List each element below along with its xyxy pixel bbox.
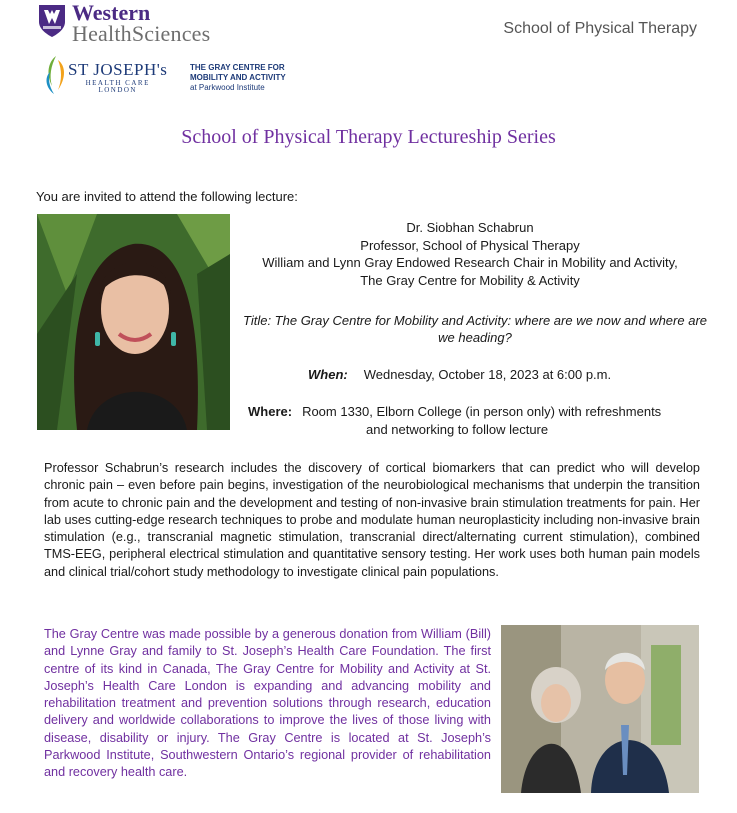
gray-centre-logo-text — [190, 63, 286, 93]
speaker-role2: William and Lynn Gray Endowed Research Chair in Mobility and Activity, — [262, 255, 678, 270]
sj-line1: ST JOSEPH's — [68, 60, 168, 79]
when-label: When: — [308, 367, 348, 382]
gray-line3: at Parkwood Institute — [190, 83, 265, 92]
gray-centre-description: The Gray Centre was made possible by a generous donation from William (Bill) and Lynne Gray and family to St. Joseph’s Health Care Foundation. The first centre of its kind in Canada, The Gray Centre for Mobility and Activity at St. Joseph’s Health Care London is expanding and advancing mobility and rehabilitation treatment and prevention solutions through research, education delivery and worldwide collaborations to improve the lives of those living with disease, disability or injury. The Gray Centre is located at St. Joseph’s Parkwood Institute, Southwestern Ontario’s regional provider of rehabilitation and recovery health care. — [44, 627, 491, 780]
where-line1: Room 1330, Elborn College (in person only) with refreshments — [302, 404, 662, 419]
when-row — [308, 367, 611, 382]
talk-title-label: Title — [243, 313, 268, 328]
where-row — [248, 403, 698, 439]
gray-line2: MOBILITY AND ACTIVITY — [190, 73, 286, 82]
where-label: Where: — [248, 404, 293, 419]
when-value: Wednesday, October 18, 2023 at 6:00 p.m. — [363, 367, 612, 382]
western-logo-text — [72, 2, 210, 44]
series-title: School of Physical Therapy Lectureship Series — [181, 126, 556, 148]
st-josephs-logo-text — [68, 60, 167, 94]
school-name-header: School of Physical Therapy — [503, 20, 697, 37]
speaker-name: Dr. Siobhan Schabrun — [406, 220, 534, 235]
western-line1: Western — [72, 0, 151, 25]
speaker-photo — [37, 214, 230, 430]
western-shield-logo — [38, 4, 66, 38]
speaker-role3: The Gray Centre for Mobility & Activity — [360, 272, 580, 288]
speaker-bio: Professor Schabrun’s research includes the discovery of cortical biomarkers that can predict who will develop chronic pain – even before pain begins, investigation of the neurobiological mechanisms that underpin the transition from acute to chronic pain and the development and testing of non-invasive brain stimulation treatments for pain. Her lab uses cutting-edge research techniques to probe and modulate human neuroplasticity including non-invasive brain stimulation (e.g., transcranial magnetic stimulation, transcranial direct/alternating current stimulation), combined TMS-EEG, peripheral electrical stimulation and quantitative sensory testing. Her work uses both human pain models and clinical trial/cohort study methodology to investigate clinical pain populations. — [44, 461, 700, 579]
st-josephs-leaf-icon — [40, 52, 70, 98]
sj-line3: LONDON — [98, 86, 137, 94]
gray-line1: THE GRAY CENTRE FOR — [190, 63, 285, 72]
talk-title — [240, 312, 710, 346]
invite-text: You are invited to attend the following lecture: — [36, 189, 298, 204]
gray-couple-photo — [501, 625, 699, 793]
talk-title-text: : The Gray Centre for Mobility and Activity: where are we now and where are we heading? — [267, 313, 707, 345]
sj-line2: HEALTH CARE — [85, 79, 150, 87]
where-line2: and networking to follow lecture — [366, 422, 549, 437]
western-line2: HealthSciences — [72, 21, 211, 46]
speaker-role1: Professor, School of Physical Therapy — [360, 237, 580, 253]
speaker-info — [240, 219, 700, 289]
